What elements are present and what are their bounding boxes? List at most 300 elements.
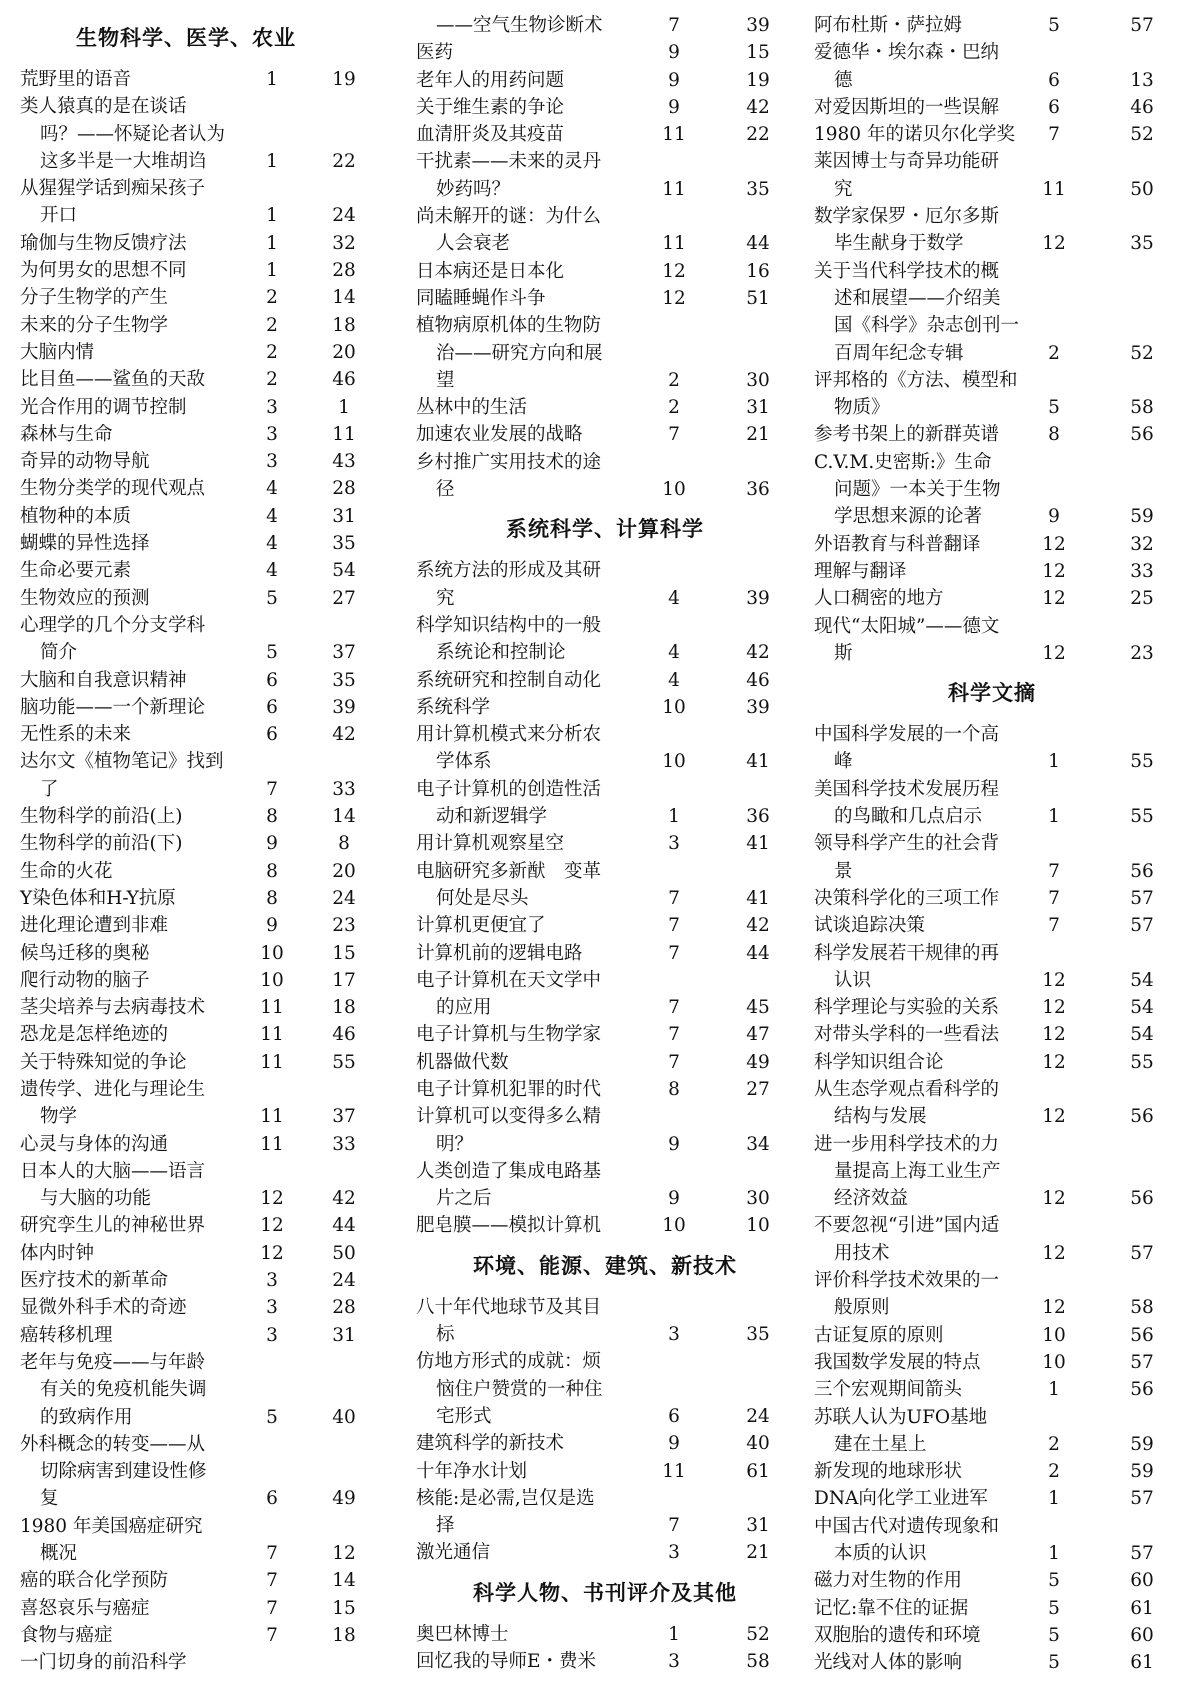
- entry-issue-number: 5: [1048, 15, 1060, 36]
- entry-page-number: 15: [332, 1597, 356, 1619]
- index-entry: [20, 257, 392, 284]
- entry-page-number: 10: [746, 1215, 770, 1237]
- entry-page-number: 55: [1130, 1051, 1154, 1073]
- index-entry: [814, 994, 1170, 1021]
- entry-title-line: 茎尖培养与去病毒技术: [20, 997, 206, 1019]
- index-entry: [20, 175, 392, 230]
- entry-page-number: 54: [1130, 969, 1154, 991]
- entry-page-number: 24: [332, 205, 356, 227]
- index-entry: [20, 803, 392, 830]
- index-entry: [814, 721, 1170, 776]
- index-entry: [20, 1622, 392, 1649]
- entry-title-line: 景: [834, 860, 853, 882]
- index-entry: [814, 449, 1170, 531]
- index-entry: [416, 258, 794, 285]
- index-entry: [20, 503, 392, 530]
- entry-title: [814, 1458, 1170, 1485]
- entry-issue-number: 7: [668, 1024, 680, 1046]
- index-page: [14, 0, 1170, 1686]
- entry-page-number: 58: [1130, 397, 1154, 419]
- entry-title-line: 爱德华・埃尔森・巴纳: [814, 42, 1000, 64]
- entry-title-line: 国《科学》杂志创刊一: [834, 315, 1020, 337]
- index-entry: [416, 449, 794, 504]
- index-entry: [416, 1212, 794, 1239]
- entry-title-line: 系统方法的形成及其研: [416, 560, 602, 582]
- entry-title-line: 关于当代科学技术的概: [814, 260, 1000, 282]
- entry-page-number: 14: [332, 1570, 356, 1592]
- entry-title-line: 新发现的地球形状: [814, 1461, 963, 1483]
- entry-page-number: 36: [746, 479, 770, 501]
- index-entry: [20, 694, 392, 721]
- entry-page-number: 61: [746, 1460, 770, 1482]
- entry-issue-number: 12: [1042, 1242, 1066, 1264]
- index-column-3: [814, 12, 1170, 1677]
- index-entry: [814, 258, 1170, 367]
- entry-page-number: 42: [746, 96, 770, 118]
- entry-issue-number: 4: [266, 533, 278, 555]
- entry-issue-number: 11: [662, 178, 686, 200]
- entry-title-line: 明？: [436, 1133, 474, 1155]
- entry-title-line: 喜怒哀乐与癌症: [20, 1597, 150, 1619]
- entry-issue-number: 6: [266, 696, 278, 718]
- entry-issue-number: 7: [1048, 860, 1060, 882]
- entry-title-line: 双胞胎的遗传和环境: [814, 1624, 981, 1646]
- index-entry: [814, 1021, 1170, 1048]
- entry-title-line: 系统论和控制论: [436, 642, 566, 664]
- entry-title: [814, 830, 1170, 885]
- entry-title-line: 建在土星上: [834, 1433, 927, 1455]
- entry-issue-number: 9: [668, 69, 680, 91]
- entry-title-line: 恼住户赞赏的一种住: [436, 1378, 603, 1400]
- entry-issue-number: 1: [1048, 806, 1060, 828]
- entry-issue-number: 12: [662, 260, 686, 282]
- entry-page-number: 41: [746, 887, 770, 909]
- entry-page-number: 39: [746, 15, 770, 36]
- entry-page-number: 59: [1130, 506, 1154, 528]
- entry-title-line: 科学理论与实验的关系: [814, 997, 1000, 1019]
- entry-page-number: 34: [746, 1133, 770, 1155]
- index-entry: [20, 721, 392, 748]
- entry-title-line: 标: [436, 1324, 455, 1346]
- index-entry: [416, 694, 794, 721]
- entry-title-line: 生命必要元素: [20, 560, 132, 582]
- index-entry: [814, 1349, 1170, 1376]
- entry-title-line: 系统科学: [416, 696, 491, 718]
- index-entry: [416, 1021, 794, 1048]
- entry-title-line: 记忆:靠不住的证据: [814, 1597, 969, 1619]
- entry-title-line: 片之后: [436, 1188, 492, 1210]
- entry-title-line: 了: [40, 778, 59, 800]
- entry-page-number: 54: [1130, 1024, 1154, 1046]
- index-entry: [814, 1131, 1170, 1213]
- entry-title-line: 爬行动物的脑子: [20, 969, 150, 991]
- entry-issue-number: 6: [266, 1488, 278, 1510]
- entry-issue-number: 1: [1048, 1488, 1060, 1510]
- index-entry: [814, 148, 1170, 203]
- entry-issue-number: 12: [1042, 560, 1066, 582]
- entry-title-line: 何处是尽头: [436, 887, 529, 909]
- entry-page-number: 30: [746, 369, 770, 391]
- entry-title-line: 参考书架上的新群英谱: [814, 424, 1000, 446]
- entry-issue-number: 10: [260, 942, 284, 964]
- index-entry: [416, 776, 794, 831]
- entry-title-line: 外语教育与科普翻译: [814, 533, 981, 555]
- entry-issue-number: 11: [260, 1051, 284, 1073]
- entry-page-number: 23: [332, 915, 356, 937]
- entry-title-line: 经济效益: [834, 1188, 909, 1210]
- entry-issue-number: 9: [668, 96, 680, 118]
- entry-issue-number: 7: [668, 1515, 680, 1537]
- entry-title-line: 计算机更便宜了: [416, 915, 546, 937]
- entry-issue-number: 7: [668, 15, 680, 36]
- entry-issue-number: 5: [1048, 1624, 1060, 1646]
- entry-title-line: 不要忽视“引进”国内适: [814, 1215, 1000, 1237]
- entry-page-number: 19: [746, 69, 770, 91]
- entry-title-line: 计算机可以变得多么精: [416, 1106, 602, 1128]
- entry-page-number: 46: [746, 669, 770, 691]
- entry-title-line: 电脑研究多新猷 变革: [416, 860, 602, 882]
- entry-title: [814, 531, 1170, 558]
- entry-issue-number: 1: [668, 1623, 680, 1645]
- entry-title-line: 食物与癌症: [20, 1624, 113, 1646]
- entry-issue-number: 12: [1042, 1297, 1066, 1319]
- entry-title: [814, 558, 1170, 585]
- index-entry: [416, 967, 794, 1022]
- index-entry: [814, 1485, 1170, 1512]
- index-entry: [20, 475, 392, 502]
- entry-page-number: 22: [746, 124, 770, 146]
- entry-issue-number: 7: [668, 887, 680, 909]
- entry-title-line: 未来的分子生物学: [20, 314, 169, 336]
- entry-issue-number: 10: [662, 696, 686, 718]
- entry-page-number: 40: [332, 1406, 356, 1428]
- entry-title-line: 简介: [40, 642, 78, 664]
- entry-title: [814, 1076, 1170, 1131]
- entry-title-line: 1980 年美国癌症研究: [20, 1515, 203, 1537]
- entry-title: [814, 1212, 1170, 1267]
- entry-title-line: 外科概念的转变——从: [20, 1433, 206, 1455]
- entry-title-line: 有关的免疫机能失调: [40, 1379, 207, 1401]
- entry-issue-number: 3: [668, 1324, 680, 1346]
- entry-title-line: 学体系: [436, 751, 492, 773]
- index-entry: [416, 1076, 794, 1103]
- entry-page-number: 35: [332, 533, 356, 555]
- entry-issue-number: 2: [668, 397, 680, 419]
- entry-issue-number: 2: [266, 287, 278, 309]
- index-entry: [20, 421, 392, 448]
- entry-page-number: 20: [332, 860, 356, 882]
- entry-issue-number: 4: [668, 642, 680, 664]
- entry-title-line: 肥皂膜——模拟计算机: [416, 1215, 602, 1237]
- entry-title-line: 百周年纪念专辑: [834, 342, 964, 364]
- entry-title-line: 结构与发展: [834, 1106, 927, 1128]
- entry-title-line: 科学知识结构中的一般: [416, 614, 602, 636]
- entry-title-line: 遗传学、进化与理论生: [20, 1078, 206, 1100]
- section-heading: 系统科学、计算科学: [506, 516, 704, 542]
- entry-issue-number: 2: [1048, 342, 1060, 364]
- entry-title-line: 对带头学科的一些看法: [814, 1024, 1000, 1046]
- entry-title-line: 1980 年的诺贝尔化学奖: [814, 124, 1015, 146]
- entry-page-number: 32: [332, 232, 356, 254]
- entry-title-line: 建筑科学的新技术: [416, 1433, 565, 1455]
- entry-title-line: 丛林中的生活: [416, 397, 528, 419]
- entry-issue-number: 12: [1042, 1051, 1066, 1073]
- entry-title-line: ——空气生物诊断术: [436, 15, 603, 36]
- entry-page-number: 39: [746, 696, 770, 718]
- entry-page-number: 41: [746, 833, 770, 855]
- entry-page-number: 21: [746, 1542, 770, 1564]
- entry-title: [814, 1485, 1170, 1512]
- entry-issue-number: 11: [260, 1106, 284, 1128]
- entry-title-line: 电子计算机在天文学中: [416, 969, 602, 991]
- entry-issue-number: 7: [668, 424, 680, 446]
- entry-page-number: 57: [1130, 915, 1154, 937]
- index-entry: [20, 66, 392, 93]
- entry-title-line: 领导科学产生的社会背: [814, 833, 1000, 855]
- entry-title-line: 吗？——怀疑论者认为: [40, 123, 226, 145]
- entry-title-line: 认识: [834, 969, 872, 991]
- entry-title: [814, 367, 1170, 422]
- index-entry: [814, 912, 1170, 939]
- entry-title-line: 复: [40, 1488, 59, 1510]
- entry-title: [814, 721, 1170, 776]
- entry-page-number: 42: [746, 642, 770, 664]
- entry-page-number: 35: [332, 669, 356, 691]
- entry-title-line: 生命的火花: [20, 860, 113, 882]
- index-entry: [814, 1404, 1170, 1459]
- index-entry: [416, 1049, 794, 1076]
- index-entry: [814, 1513, 1170, 1568]
- index-entry: [416, 148, 794, 203]
- entry-page-number: 37: [332, 642, 356, 664]
- entry-title-line: 心灵与身体的沟通: [20, 1133, 169, 1155]
- entry-issue-number: 4: [668, 587, 680, 609]
- entry-title-line: 尚未解开的谜：为什么: [416, 206, 602, 228]
- entry-page-number: 28: [332, 1297, 356, 1319]
- index-entry: [814, 367, 1170, 422]
- entry-title: [814, 449, 1170, 531]
- entry-issue-number: 11: [260, 997, 284, 1019]
- entry-title-line: 的致病作用: [40, 1406, 133, 1428]
- entry-title-line: 机器做代数: [416, 1051, 509, 1073]
- entry-issue-number: 1: [266, 150, 278, 172]
- entry-issue-number: 12: [1042, 1106, 1066, 1128]
- entry-title-line: 问题》一本关于生物: [834, 479, 1001, 501]
- entry-issue-number: 9: [668, 1133, 680, 1155]
- section-heading: 科学人物、书刊评介及其他: [473, 1579, 737, 1605]
- entry-title-line: 中国古代对遗传现象和: [814, 1515, 1000, 1537]
- entry-page-number: 30: [746, 1188, 770, 1210]
- entry-issue-number: 12: [1042, 233, 1066, 255]
- entry-issue-number: 6: [266, 724, 278, 746]
- entry-title-line: 老年人的用药问题: [416, 69, 565, 91]
- entry-page-number: 44: [332, 1215, 356, 1237]
- entry-title-line: 般原则: [834, 1297, 890, 1319]
- index-entry: [814, 1076, 1170, 1131]
- entry-issue-number: 11: [662, 233, 686, 255]
- entry-title: [814, 912, 1170, 939]
- index-entry: [416, 12, 794, 39]
- index-entry: [416, 203, 794, 258]
- index-entry: [20, 830, 392, 857]
- entry-page-number: 35: [746, 178, 770, 200]
- entry-title-line: 用技术: [834, 1242, 890, 1264]
- entry-issue-number: 8: [266, 860, 278, 882]
- entry-title-line: 评价科学技术效果的一: [814, 1270, 1000, 1292]
- entry-issue-number: 12: [1042, 1188, 1066, 1210]
- entry-title: [814, 613, 1170, 668]
- entry-title-line: 理解与翻译: [814, 560, 907, 582]
- entry-page-number: 61: [1130, 1652, 1154, 1674]
- entry-issue-number: 1: [266, 260, 278, 282]
- entry-title: [814, 1021, 1170, 1048]
- entry-title-line: 人口稠密的地方: [814, 588, 944, 610]
- entry-issue-number: 6: [668, 1405, 680, 1427]
- index-entry: [814, 1622, 1170, 1649]
- index-entry: [20, 366, 392, 393]
- entry-title-line: 瑜伽与生物反馈疗法: [20, 232, 187, 254]
- index-entry: [416, 1485, 794, 1540]
- entry-issue-number: 7: [1048, 887, 1060, 909]
- entry-issue-number: 7: [668, 915, 680, 937]
- entry-page-number: 21: [746, 424, 770, 446]
- entry-issue-number: 6: [1048, 96, 1060, 118]
- index-entry: [20, 1267, 392, 1294]
- entry-issue-number: 8: [668, 1078, 680, 1100]
- entry-page-number: 57: [1130, 1488, 1154, 1510]
- index-entry: [416, 940, 794, 967]
- index-entry: [416, 1348, 794, 1430]
- entry-title: [814, 1649, 1170, 1676]
- entry-page-number: 46: [332, 1024, 356, 1046]
- index-entry: [814, 885, 1170, 912]
- entry-title: [814, 994, 1170, 1021]
- index-entry: [814, 421, 1170, 448]
- entry-issue-number: 8: [266, 887, 278, 909]
- entry-title: [814, 12, 1170, 39]
- entry-title-line: 用计算机观察星空: [416, 833, 565, 855]
- entry-page-number: 13: [1130, 69, 1154, 91]
- entry-title-line: 物学: [40, 1106, 78, 1128]
- entry-title-line: 数学家保罗・厄尔多斯: [814, 206, 1000, 228]
- entry-page-number: 42: [332, 724, 356, 746]
- entry-title-line: 述和展望——介绍美: [834, 287, 1001, 309]
- entry-issue-number: 12: [260, 1188, 284, 1210]
- entry-page-number: 18: [332, 314, 356, 336]
- entry-issue-number: 2: [1048, 1433, 1060, 1455]
- index-entry: [20, 1595, 392, 1622]
- entry-page-number: 44: [746, 233, 770, 255]
- index-entry: [814, 1649, 1170, 1676]
- entry-title-line: 血清肝炎及其疫苗: [416, 124, 565, 146]
- entry-page-number: 31: [332, 505, 356, 527]
- entry-issue-number: 6: [1048, 69, 1060, 91]
- entry-issue-number: 12: [260, 1242, 284, 1264]
- entry-issue-number: 3: [266, 1270, 278, 1292]
- entry-issue-number: 10: [662, 479, 686, 501]
- entry-issue-number: 5: [266, 587, 278, 609]
- entry-issue-number: 2: [266, 369, 278, 391]
- entry-title-line: 乡村推广实用技术的途: [416, 451, 602, 473]
- entry-title-line: 对爱因斯坦的一些误解: [814, 96, 1000, 118]
- entry-title-line: 脑功能——一个新理论: [20, 696, 206, 718]
- entry-issue-number: 1: [266, 232, 278, 254]
- index-entry: [20, 339, 392, 366]
- entry-title-line: 径: [436, 479, 455, 501]
- index-entry: [416, 94, 794, 121]
- entry-issue-number: 5: [1048, 397, 1060, 419]
- index-entry: [20, 885, 392, 912]
- index-entry: [416, 1103, 794, 1158]
- entry-title: [814, 940, 1170, 995]
- entry-page-number: 57: [1130, 887, 1154, 909]
- entry-title-line: 系统研究和控制自动化: [416, 669, 602, 691]
- entry-title-line: 医疗技术的新革命: [20, 1270, 169, 1292]
- entry-title-line: 美国科学技术发展历程: [814, 778, 1000, 800]
- entry-page-number: 28: [332, 478, 356, 500]
- entry-issue-number: 7: [1048, 915, 1060, 937]
- index-entry: [814, 1376, 1170, 1403]
- entry-page-number: 35: [746, 1324, 770, 1346]
- entry-issue-number: 12: [1042, 642, 1066, 664]
- entry-title-line: 八十年代地球节及其目: [416, 1296, 602, 1318]
- entry-title-line: Y染色体和H-Y抗原: [20, 887, 176, 909]
- index-entry: [416, 121, 794, 148]
- index-entry: [416, 39, 794, 66]
- entry-title-line: 进一步用科学技术的力: [814, 1133, 1000, 1155]
- entry-title: [814, 1513, 1170, 1568]
- entry-title-line: 科学知识组合论: [814, 1051, 944, 1073]
- entry-issue-number: 9: [266, 833, 278, 855]
- entry-issue-number: 3: [668, 1542, 680, 1564]
- entry-title-line: 电子计算机犯罪的时代: [416, 1078, 602, 1100]
- index-entry: [416, 285, 794, 312]
- entry-title-line: 体内时钟: [20, 1242, 95, 1264]
- index-entry: [416, 667, 794, 694]
- index-entry: [20, 1431, 392, 1513]
- index-entry: [416, 394, 794, 421]
- entry-issue-number: 9: [668, 1433, 680, 1455]
- entry-issue-number: 4: [668, 669, 680, 691]
- entry-title-line: 癌转移机理: [20, 1324, 113, 1346]
- entry-title-line: 这多半是一大堆胡诌: [40, 150, 207, 172]
- entry-issue-number: 7: [266, 1570, 278, 1592]
- entry-page-number: 27: [332, 587, 356, 609]
- entry-page-number: 39: [746, 587, 770, 609]
- entry-page-number: 23: [1130, 642, 1154, 664]
- entry-title-line: 从生态学观点看科学的: [814, 1078, 1000, 1100]
- entry-issue-number: 6: [266, 669, 278, 691]
- entry-page-number: 35: [1130, 233, 1154, 255]
- index-entry: [20, 1294, 392, 1321]
- index-entry: [20, 1322, 392, 1349]
- entry-page-number: 8: [338, 833, 350, 855]
- entry-page-number: 60: [1130, 1624, 1154, 1646]
- index-entry: [20, 748, 392, 803]
- entry-page-number: 57: [1130, 15, 1154, 36]
- index-entry: [20, 994, 392, 1021]
- entry-issue-number: 1: [1048, 1379, 1060, 1401]
- entry-title-line: 进化理论遭到非难: [20, 915, 169, 937]
- index-entry: [814, 1567, 1170, 1594]
- entry-page-number: 15: [332, 942, 356, 964]
- entry-page-number: 16: [746, 260, 770, 282]
- entry-issue-number: 9: [1048, 506, 1060, 528]
- entry-title-line: 日本病还是日本化: [416, 260, 565, 282]
- index-entry: [20, 1349, 392, 1431]
- index-entry: [416, 1648, 794, 1675]
- index-entry: [20, 940, 392, 967]
